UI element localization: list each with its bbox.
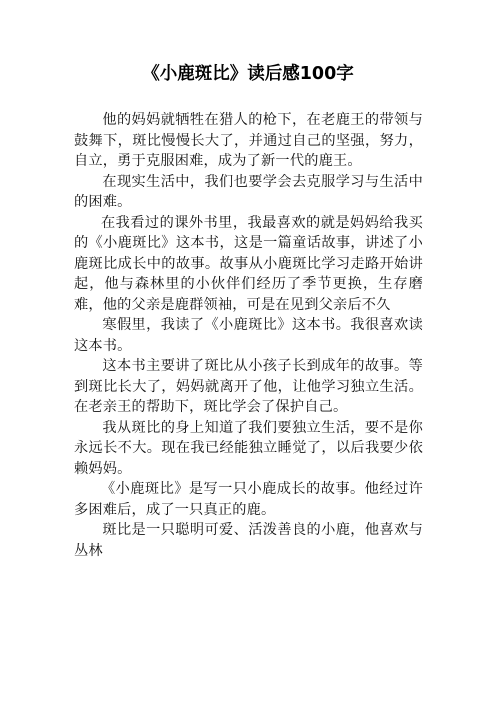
paragraph: 《小鹿斑比》是写一只小鹿成长的故事。他经过许多困难后，成了一只真正的鹿。	[74, 481, 423, 518]
paragraph: 他的妈妈就牺牲在猎人的枪下，在老鹿王的带领与鼓舞下，斑比慢慢长大了，并通过自己的坚强，努力，自立，勇于克服困难，成为了新一代的鹿王。	[74, 112, 423, 169]
paragraph: 我从斑比的身上知道了我们要独立生活，要不是你永远长不大。现在我已经能独立睡觉了，以后我要少依赖妈妈。	[74, 419, 423, 477]
paragraph: 在我看过的课外书里，我最喜欢的就是妈妈给我买的《小鹿斑比》这本书，这是一篇童话故事，讲述了小鹿斑比成长中的故事。故事从小鹿斑比学习走路开始讲起，他与森林里的小伙伴们经历了季节更换，生存磨难，他的父亲是鹿群领袖，可是在见到父亲后不久	[74, 214, 423, 313]
document-body	[74, 110, 423, 561]
paragraph: 在现实生活中，我们也要学会去克服学习与生活中的困难。	[74, 173, 423, 210]
paragraph: 这本书主要讲了斑比从小孩子长到成年的故事。等到斑比长大了，妈妈就离开了他，让他学习独立生活。在老亲王的帮助下，斑比学会了保护自己。	[74, 358, 423, 415]
paragraph: 斑比是一只聪明可爱、活泼善良的小鹿，他喜欢与丛林	[74, 522, 423, 559]
paragraph: 寒假里，我读了《小鹿斑比》这本书。我很喜欢读这本书。	[74, 317, 423, 354]
document-title: 《小鹿斑比》读后感100字	[142, 64, 354, 84]
